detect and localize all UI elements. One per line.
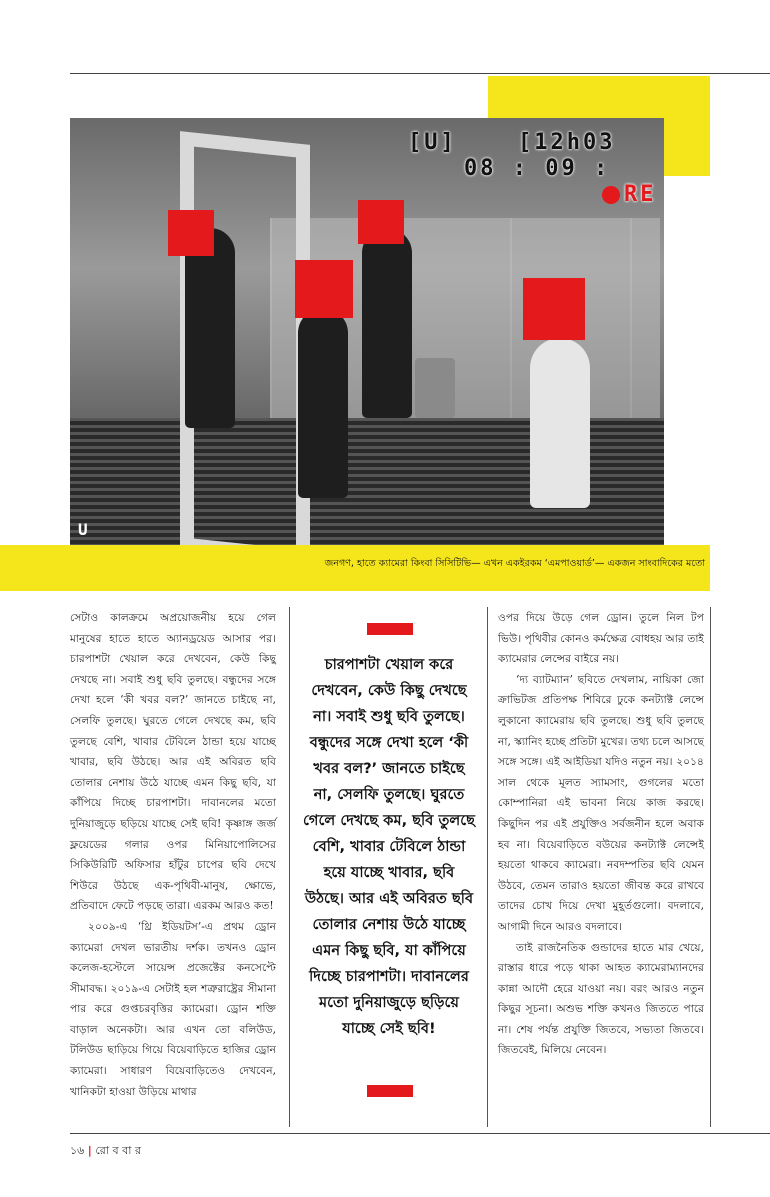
body-paragraph: ২০০৯-এ ‘থ্রি ইডিয়টস’-এ প্রথম ড্রোন ক্যামেরা দেখল ভারতীয় দর্শক। তখনও ড্রোন কলেজ-হস্টেলে সায়েন্স প্রজেক্টের কনসেপ্টে সীমাবদ্ধ। ২০১৯-এ সেটাই হল শত্রুরাষ্ট্রের সীমানা পার করে গুপ্তচরবৃত্তির ক্যামেরা। ড্রোন শক্তি বাড়াল অনেকটা। আর এখন তো বলিউড, টলিউড ছাড়িয়ে গিয়ে বিয়েবাড়িতে হাজির ড্রোন ক্যামেরা। সাধারণ বিয়েবাড়িতেও দেখবেন, খানিকটা হাওয়া উড়িয়ে মাথার [70,919,276,1098]
body-paragraph: সেটাও কালক্রমে অপ্রয়োজনীয় হয়ে গেল মানুষের হাতে হাতে অ্যানড্রয়েড আসার পর। চারপাশটা খেয়াল করে দেখবেন, কেউ কিছু দেখছে না। সবাই শুধু ছবি তুলছে। বন্ধুদের সঙ্গে দেখা হলে ‘কী খবর বল?’ জানতে চাইছে না, সেলফি তুলছে। ঘুরতে গেলে দেখছে কম, ছবি তুলছে বেশি, খাবার টেবিলে ঠান্ডা হয়ে যাচ্ছে খাবার, ছবি উঠছে। আর এই অবিরত ছবি তোলার নেশায় উঠে যাচ্ছে এমন কিছু ছবি, যা কাঁপিয়ে দিচ্ছে চারপাশটা। দাবানলের মতো দুনিয়াজুড়ে ছড়িয়ে যাচ্ছে সেই ছবি! কৃষ্ণাঙ্গ জর্জ ফ্লয়েডের গলার ওপর মিনিয়াপোলিসের সিকিউরিটি অফিসার হাঁটুর চাপের ছবি দেখে শিউরে উঠছে এক-পৃথিবী-মানুষ, ক্ষোভে, প্রতিবাদে ফেটে পড়ছে তারা। এরকম আরও কত! [70,611,276,913]
pull-quote [302,652,476,1042]
face-censor-box-3 [295,260,353,318]
person-center-left [298,308,348,498]
body-paragraph: তাই রাজনৈতিক গুন্ডাদের হাতে মার খেয়ে, রাস্তার ধারে পড়ে থাকা আহত ক্যামেরাম্যানদের কান্না আদৌ হেরে যাওয়া নয়। বরং আরও নতুন কিছুর সূচনা। অশুভ শক্তি কখনও জিততে পারে না। শেষ পর্যন্ত প্রযুক্তি জিতবে, সভ্যতা জিতবে। জিতবেই, মিলিয়ে নেবেন। [498,940,704,1057]
person-right [530,338,590,508]
column-divider [710,607,711,1127]
footer-rule [70,1133,770,1134]
pull-quote-bottom-bar [367,1085,413,1097]
folio-separator: | [87,1144,92,1157]
record-dot-icon [602,186,620,204]
suitcase [415,358,455,418]
body-paragraph: ওপর দিয়ে উড়ে গেল ড্রোন। তুলে নিল টপ ভিউ। পৃথিবীর কোনও কর্মক্ষেত্র বোধহয় আর তাই ক্যামেরার লেন্সের বাইরে নয়। [498,611,704,666]
camera-corner-mark: U [78,520,91,539]
pull-quote-text: চারপাশটা খেয়াল করে দেখবেন, কেউ কিছু দেখছে না। সবাই শুধু ছবি তুলছে। বন্ধুদের সঙ্গে দেখা হলে ‘কী খবর বল?’ জানতে চাইছে না, সেলফি তুলছে। ঘুরতে গেলে দেখছে কম, ছবি তুলছে বেশি, খাবার টেবিলে ঠান্ডা হয়ে যাচ্ছে খাবার, ছবি উঠছে। আর এই অবিরত ছবি তোলার নেশায় উঠে যাচ্ছে এমন কিছু ছবি, যা কাঁপিয়ে দিচ্ছে চারপাশটা। দাবানলের মতো দুনিয়াজুড়ে ছড়িয়ে যাচ্ছে সেই ছবি! [303,656,475,1037]
column-divider [289,607,290,1127]
photo-caption: জনগণ, হাতে ক্যামেরা কিংবা সিসিটিভি— এখন একইরকম ‘এমপাওয়ার্ড’— একজন সাংবাদিকের মতো [324,558,705,569]
article-column-left [70,608,276,1102]
face-censor-box-1 [168,210,214,256]
page-folio [70,1142,141,1161]
header-rule [70,73,770,74]
page-number: ১৬ [70,1144,85,1157]
camera-mode-readout: [U] [408,130,457,155]
camera-time-readout: [12h03 [518,130,616,155]
cctv-photo [70,118,664,546]
body-paragraph: ‘দ্য ব্যাটম্যান’ ছবিতে দেখলাম, নায়িকা জো ক্রাভিটজ প্রতিপক্ষ শিবিরে ঢুকে কনট্যাক্ট লেন্সে লুকানো ক্যামেরায় ছবি তুলছে। শুধু ছবি তুলছে না, স্ক্যানিং হচ্ছে প্রতিটা মুখের। তথ্য চলে আসছে সঙ্গে সঙ্গে। এই আইডিয়া যদিও নতুন নয়। ২০১৪ সাল থেকে মূলত স্যামসাং, গুগলের মতো কোম্পানিরা এই ভাবনা নিয়ে কাজ করছে। কিছুদিন পর এই প্রযুক্তিও সর্বজনীন হলে অবাক হব না। বিয়েবাড়িতে বউয়ের কনট্যাক্ট লেন্সেই হয়তো থাকবে ক্যামেরা। নবদম্পতির ছবি যেমন উঠবে, তেমন তারাও হয়তো জীবন্ত করে রাখবে তাদের চোখ দিয়ে দেখা মুহূর্তগুলো। বদলাবে, আগামী দিনে আরও বদলাবে। [498,672,704,933]
person-left [185,228,235,428]
person-center [362,228,412,418]
camera-rec-label: RE [624,182,657,207]
face-censor-box-2 [358,200,404,244]
face-censor-box-4 [523,278,585,340]
camera-date-readout: 08 : 09 : [464,156,611,181]
article-column-right [498,608,704,1061]
column-divider [487,607,488,1127]
pull-quote-top-bar [367,623,413,635]
magazine-name: রো ব বা র [95,1144,142,1157]
